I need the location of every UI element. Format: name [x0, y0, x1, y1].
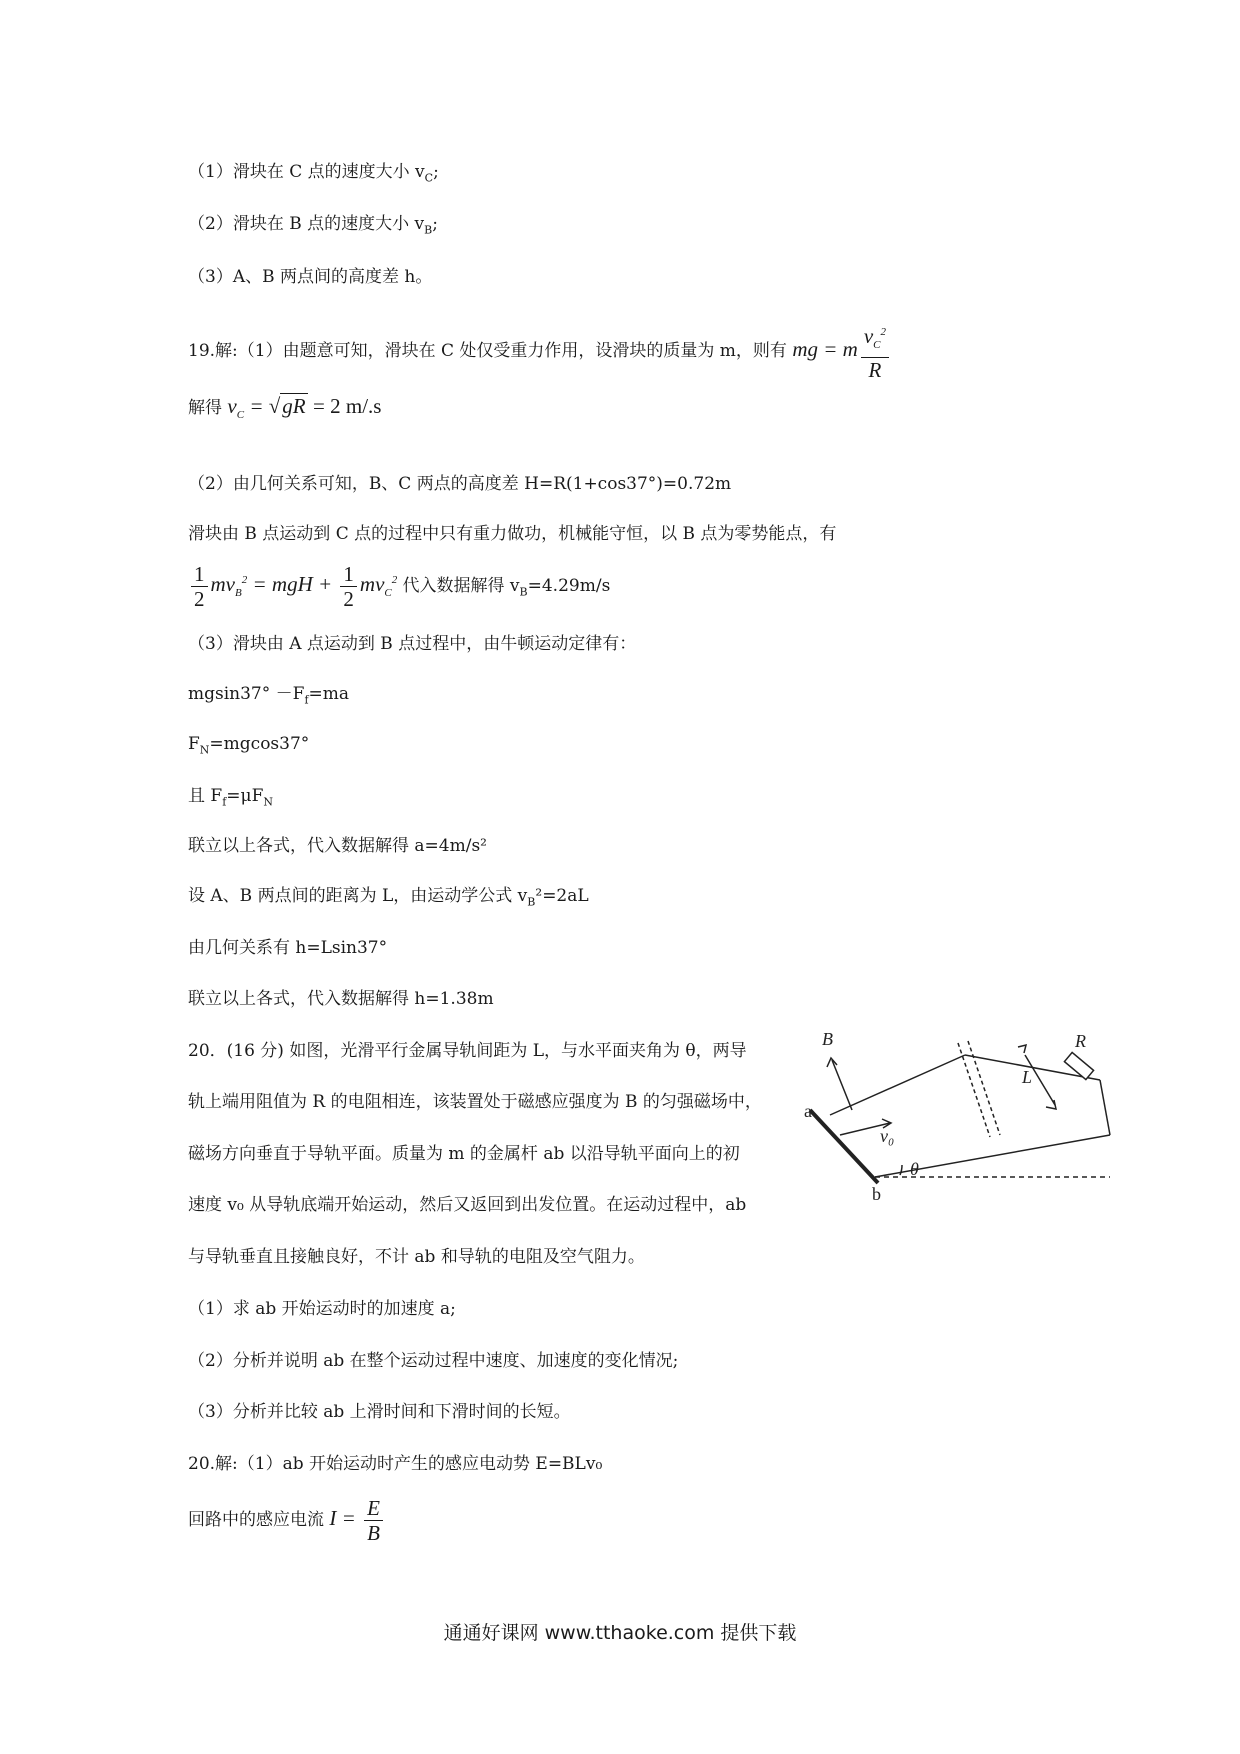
q20-line-2: 轨上端用阻值为 R 的电阻相连，该装置处于磁感应强度为 B 的匀强磁场中，: [188, 1092, 762, 1112]
q19-part-1: （1）滑块在 C 点的速度大小 $v_C$;: [188, 162, 439, 185]
q20-line-3: 磁场方向垂直于导轨平面。质量为 m 的金属杆 ab 以沿导轨平面向上的初: [188, 1144, 740, 1164]
q20-part-3: （3）分析并比较 ab 上滑时间和下滑时间的长短。: [188, 1402, 571, 1422]
label-b-field: B: [822, 1029, 833, 1049]
right-rail: [1100, 1080, 1110, 1135]
sol20-emf: 20.解:（1）ab 开始运动时产生的感应电动势 E=BLv₀: [188, 1454, 603, 1474]
q20-line-1: 20．(16 分) 如图，光滑平行金属导轨间距为 L，与水平面夹角为 θ，两导: [188, 1041, 747, 1061]
sol19-intro: 19.解:（1）由题意可知，滑块在 C 处仅受重力作用，设滑块的质量为 m，则有 mg = m $\frac{v_C^2}{R}$: [188, 320, 892, 382]
sol19-eq2: $F_N=mgcos37^\circ$: [188, 734, 310, 757]
sol19-newton-intro: （3）滑块由 A 点运动到 B 点过程中，由牛顿运动定律有：: [188, 634, 637, 654]
sol20-current: 回路中的感应电流 I = $\frac{E}{B}$: [188, 1490, 386, 1548]
q20-part-2: （2）分析并说明 ab 在整个运动过程中速度、加速度的变化情况;: [188, 1351, 679, 1371]
label-length: L: [1022, 1067, 1033, 1087]
label-theta: θ: [910, 1159, 919, 1179]
sol19-geometry: 由几何关系有 h=Lsin37°: [188, 938, 388, 958]
q20-line-5: 与导轨垂直且接触良好，不计 ab 和导轨的电阻及空气阻力。: [188, 1247, 645, 1267]
q19-part-3: （3）A、B 两点间的高度差 h。: [188, 267, 433, 287]
sol19-vc-result: 解得 $v_C = √gR = 2$ m/.s: [188, 394, 382, 422]
q20-part-1: （1）求 ab 开始运动时的加速度 a;: [188, 1299, 456, 1319]
sol19-distance: 设 A、B 两点间的距离为 L，由运动学公式 $v_B^2=2aL$: [188, 886, 589, 909]
sol19-eq1: $mgsin37^\circ -F_f=ma$: [188, 684, 350, 707]
sol19-height-diff: （2）由几何关系可知，B、C 两点的高度差 H=R(1+cos37°)=0.72m: [188, 474, 732, 494]
arrow-head-down: [1046, 1100, 1056, 1109]
q20-line-4: 速度 v₀ 从导轨底端开始运动，然后又返回到出发位置。在运动过程中，ab: [188, 1195, 747, 1215]
sol19-energy-text: 滑块由 B 点运动到 C 点的过程中只有重力做功，机械能守恒，以 B 点为零势能点，有: [188, 524, 837, 544]
b-field-arrow: [832, 1060, 852, 1110]
arrow-head-up: [1018, 1045, 1026, 1053]
theta-arc: [900, 1165, 902, 1175]
page-footer: 通通好课网 www.tthaoke.com 提供下载: [443, 1622, 797, 1644]
label-b: b: [872, 1184, 881, 1204]
q19-part-2: （2）滑块在 B 点的速度大小 $v_B$;: [188, 214, 438, 237]
sol19-energy-equation: $\frac{1}{2}$ $mv_B^2$ = mgH + $\frac{1}{2}$ $mv_C^2$ 代入数据解得 $v_B=4.29m/s$: [188, 555, 610, 618]
b-arrow-head: [827, 1058, 837, 1067]
label-resistor: R: [1075, 1031, 1086, 1051]
sol19-acceleration: 联立以上各式，代入数据解得 a=4m/s²: [188, 836, 487, 856]
sol19-final: 联立以上各式，代入数据解得 h=1.38m: [188, 989, 494, 1009]
label-a: a: [804, 1101, 812, 1121]
dashed-bar-2: [968, 1041, 1000, 1135]
metal-bar-ab: [810, 1110, 878, 1183]
label-v0: v₀: [880, 1126, 895, 1146]
formula-mg-mv2r: mg = m $\frac{v_C^2}{R}$: [792, 337, 892, 361]
sol19-eq3: 且 $F_f=\mu F_N$: [188, 786, 273, 809]
rail-circuit-figure: [804, 1025, 1130, 1204]
